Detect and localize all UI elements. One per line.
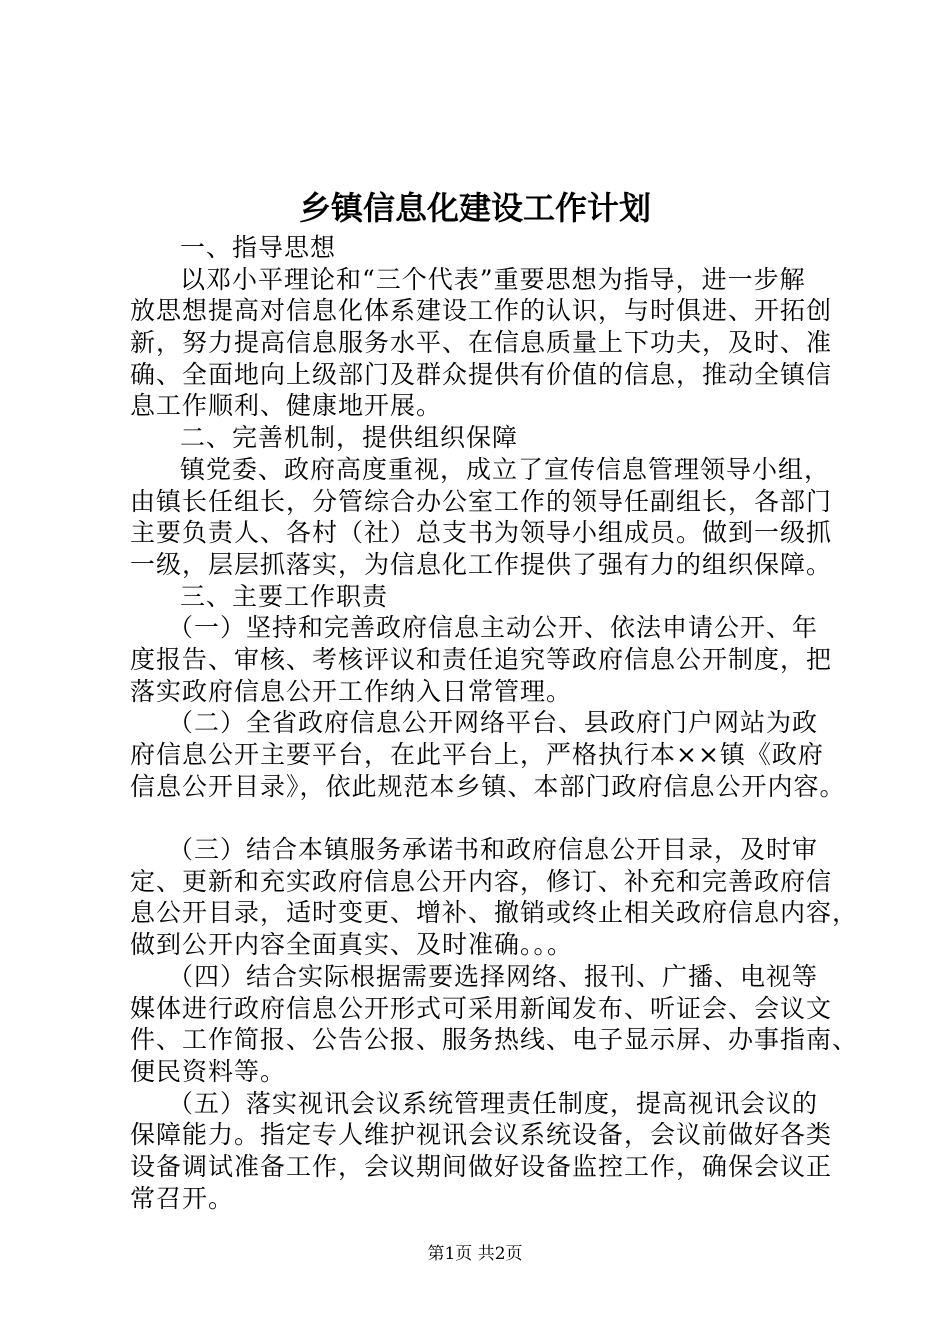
blank-line [130,802,850,834]
page-footer: 第1页 共2页 [427,1244,523,1264]
text-line: 镇党委、政府高度重视，成立了宣传信息管理领导小组， [180,454,831,484]
text-line: 便民资料等。 [130,1056,287,1086]
section-heading: 三、主要工作职责 [180,581,389,611]
section-heading: 一、指导思想 [180,233,337,262]
text-line: 落实政府信息公开工作纳入日常管理。 [130,676,573,706]
text-line: （四）结合实际根据需要选择网络、报刊、广播、电视等 [168,961,819,991]
text-line: （二）全省政府信息公开网络平台、县政府门户网站为政 [168,708,819,738]
text-line: 媒体进行政府信息公开形式可采用新闻发布、听证会、会议文 [130,993,833,1023]
document-body [130,232,859,1214]
text-line: 府信息公开主要平台，在此平台上，严格执行本××镇《政府 [130,740,824,769]
text-line: 一级，层层抓落实，为信息化工作提供了强有力的组织保障。 [130,549,833,579]
text-line: 常召开。 [130,1183,235,1213]
text-line: 放思想提高对信息化体系建设工作的认识，与时俱进、开拓创 [130,296,833,326]
text-line: 件、工作简报、公告公报、服务热线、电子显示屏、办事指南、 [130,1025,859,1055]
text-line: 保障能力。指定专人维护视讯会议系统设备，会议前做好各类 [130,1120,833,1150]
text-line: 息公开目录，适时变更、增补、撤销或终止相关政府信息内容， [130,898,859,928]
text-line: 信息公开目录》，依此规范本乡镇、本部门政府信息公开内容。 [130,771,846,801]
text-line: 新，努力提高信息服务水平、在信息质量上下功夫，及时、准 [130,328,833,358]
text-line: 由镇长任组长，分管综合办公室工作的领导任副组长，各部门 [130,486,833,516]
text-line: （三）结合本镇服务承诺书和政府信息公开目录，及时审 [168,835,819,865]
text-line: 确、全面地向上级部门及群众提供有价值的信息，推动全镇信 [130,359,833,389]
page-title: 乡镇信息化建设工作计划 [298,189,651,227]
section-heading: 二、完善机制，提供组织保障 [180,423,519,453]
text-line: 定、更新和充实政府信息公开内容，修订、补充和完善政府信 [130,866,833,896]
text-line: 以邓小平理论和“三个代表”重要思想为指导，进一步解 [180,264,806,294]
text-line: 息工作顺利、健康地开展。 [130,391,443,421]
text-line: （五）落实视讯会议系统管理责任制度，提高视讯会议的 [168,1088,819,1118]
text-line: 设备调试准备工作，会议期间做好设备监控工作，确保会议正 [130,1151,833,1181]
text-line: （一）坚持和完善政府信息主动公开、依法申请公开、年 [168,613,819,643]
text-line: 度报告、审核、考核评议和责任追究等政府信息公开制度，把 [130,644,833,674]
text-line: 主要负责人、各村（社）总支书为领导小组成员。做到一级抓 [130,518,833,548]
text-line: 做到公开内容全面真实、及时准确。。。 [130,930,574,960]
